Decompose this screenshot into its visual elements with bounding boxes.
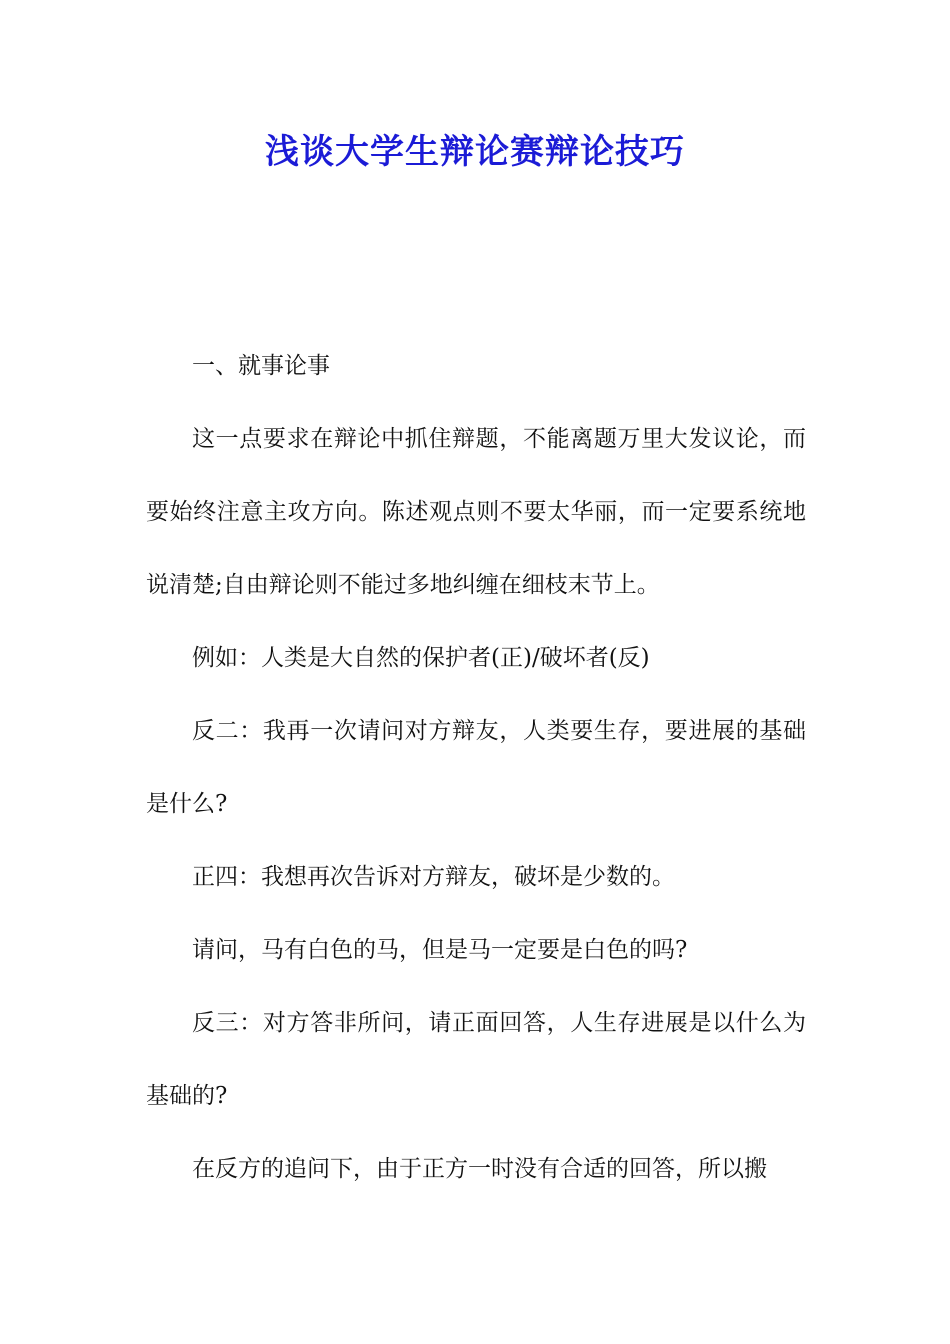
document-title: 浅谈大学生辩论赛辩论技巧	[265, 132, 685, 172]
document-body	[146, 330, 806, 1206]
paragraph-example: 例如：人类是大自然的保护者(正)/破坏者(反)	[192, 645, 650, 671]
paragraph: 在反方的追问下，由于正方一时没有合适的回答，所以搬	[192, 1156, 767, 1182]
paragraph-dialogue: 请问，马有白色的马，但是马一定要是白色的吗?	[192, 937, 688, 963]
paragraph-dialogue: 正四：我想再次告诉对方辩友，破坏是少数的。	[192, 864, 675, 890]
paragraph-dialogue: 反三：对方答非所问，请正面回答，人生存进展是以什么为基础的?	[146, 1010, 806, 1109]
paragraph-dialogue: 反二：我再一次请问对方辩友，人类要生存，要进展的基础是什么?	[146, 718, 806, 817]
paragraph: 这一点要求在辩论中抓住辩题，不能离题万里大发议论，而要始终注意主攻方向。陈述观点则不要太华丽，而一定要系统地说清楚;自由辩论则不能过多地纠缠在细枝末节上。	[146, 426, 806, 598]
paragraph-section-heading: 一、就事论事	[192, 353, 330, 379]
